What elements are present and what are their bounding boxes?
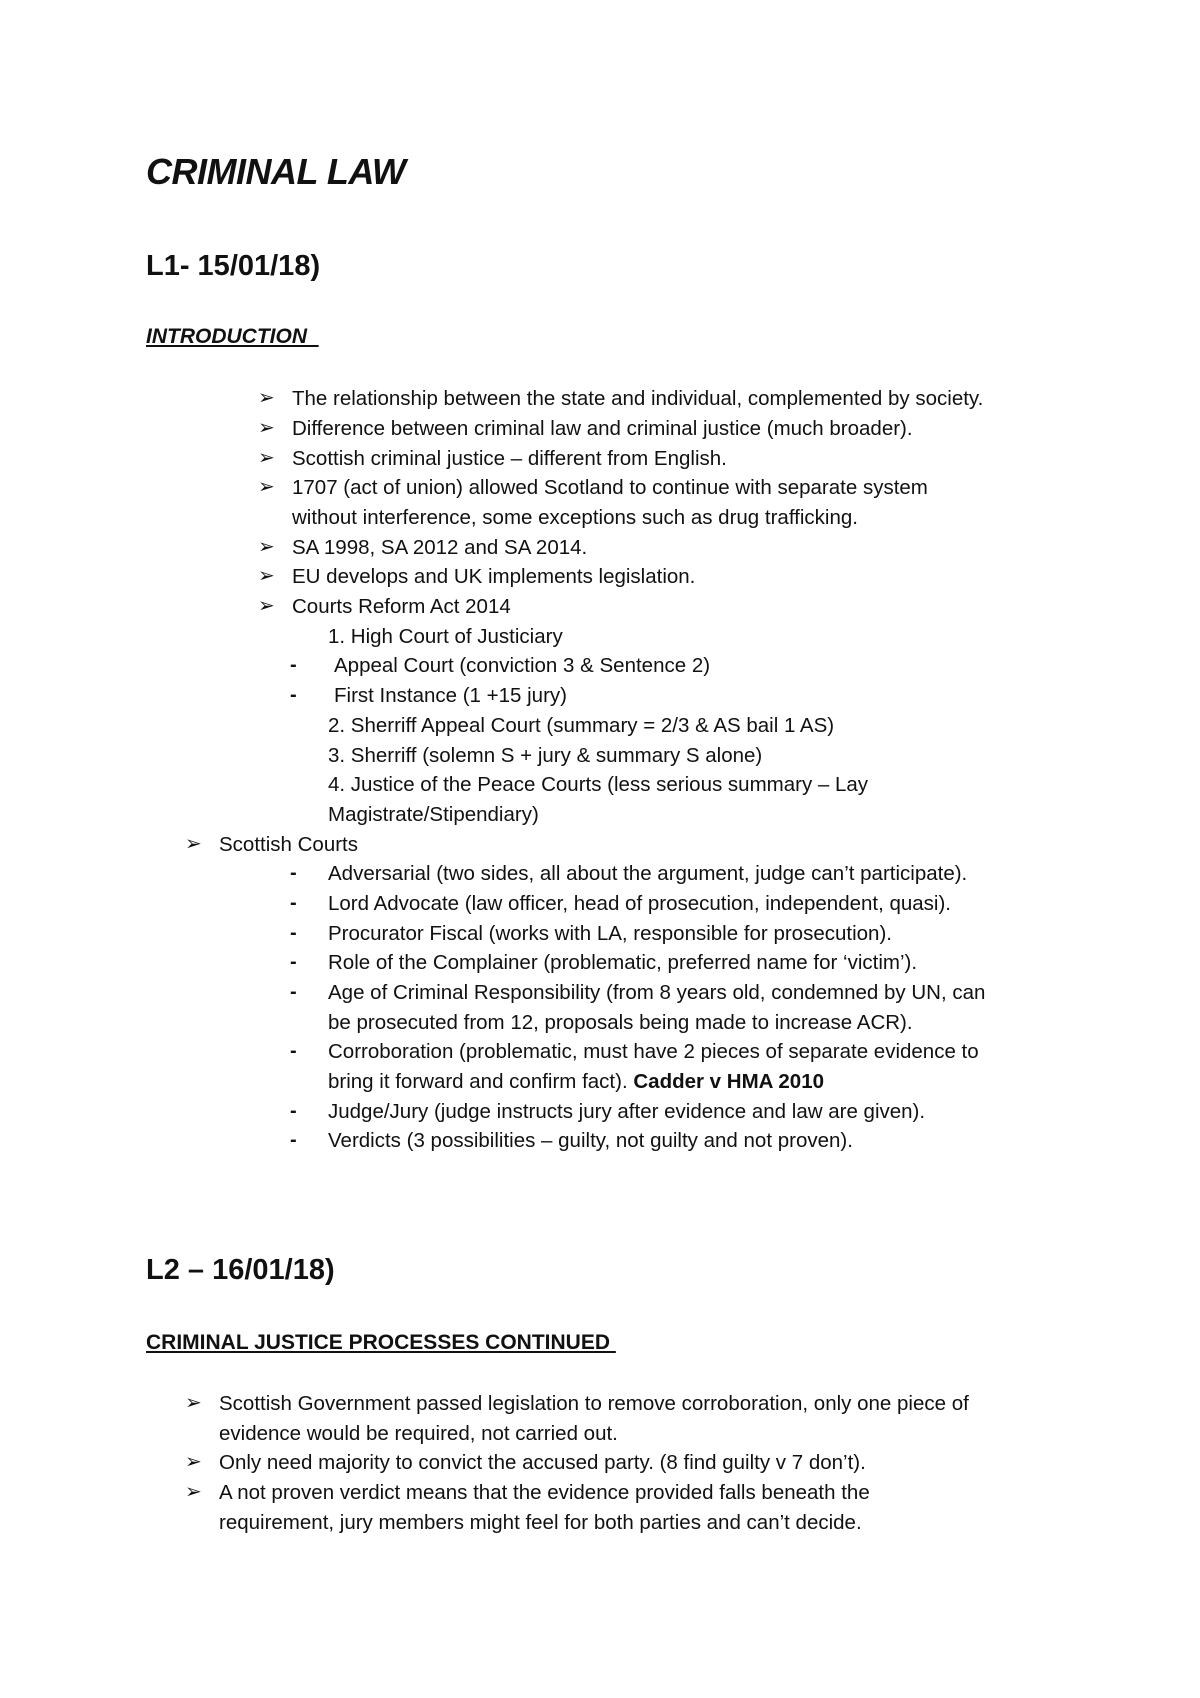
list-item [185, 830, 358, 860]
list-item-text: A not proven verdict means that the evidence provided falls beneath the [219, 1481, 870, 1504]
list-item [185, 1478, 870, 1537]
scottish-courts-item [290, 889, 952, 919]
list-item [185, 1448, 866, 1478]
list-item-text: The relationship between the state and individual, complemented by society. [292, 387, 984, 410]
document-title: CRIMINAL LAW [146, 151, 406, 192]
lecture-1-section-heading: INTRODUCTION [146, 325, 307, 348]
scottish-courts-item [290, 948, 918, 978]
dash-bullet-icon: - [290, 1100, 297, 1122]
list-item-text: be prosecuted from 12, proposals being made to increase ACR). [328, 1010, 913, 1034]
list-item-text: Difference between criminal law and criminal justice (much broader). [292, 417, 913, 440]
list-item-text: Adversarial (two sides, all about the argument, judge can’t participate). [328, 862, 968, 885]
arrow-bullet-icon: ➢ [258, 565, 275, 587]
dash-bullet-icon: - [290, 1129, 297, 1151]
list-item-text: evidence would be required, not carried out. [219, 1421, 618, 1445]
list-item-text: EU develops and UK implements legislation. [292, 565, 696, 588]
dash-bullet-icon: - [290, 862, 297, 884]
list-item [185, 1389, 969, 1448]
court-sub-item [290, 651, 711, 681]
list-item-text: Courts Reform Act 2014 [292, 595, 511, 618]
list-item-text: Corroboration (problematic, must have 2 pieces of separate evidence to [328, 1040, 979, 1063]
scottish-courts-item [290, 919, 892, 949]
lecture-1-heading: L1- 15/01/18) [146, 250, 321, 282]
court-item-text: Magistrate/Stipendiary) [328, 802, 539, 826]
list-item [258, 592, 511, 622]
list-item-text: Scottish Courts [219, 833, 358, 856]
arrow-bullet-icon: ➢ [258, 536, 275, 558]
arrow-bullet-icon: ➢ [258, 476, 275, 498]
court-item [328, 770, 868, 829]
list-item-text: Age of Criminal Responsibility (from 8 years old, condemned by UN, can [328, 981, 986, 1004]
arrow-bullet-icon: ➢ [258, 417, 275, 439]
scottish-courts-item [290, 859, 968, 889]
arrow-bullet-icon: ➢ [258, 595, 275, 617]
case-citation: Cadder v HMA 2010 [633, 1069, 825, 1093]
list-item-text: Scottish criminal justice – different from English. [292, 447, 727, 470]
lecture-2-heading: L2 – 16/01/18) [146, 1254, 335, 1286]
arrow-bullet-icon: ➢ [258, 447, 275, 469]
list-item-text: Verdicts (3 possibilities – guilty, not guilty and not proven). [328, 1129, 853, 1152]
list-item-text: without interference, some exceptions such as drug trafficking. [292, 505, 858, 529]
dash-bullet-icon: - [290, 922, 297, 944]
court-item-text: 4. Justice of the Peace Courts (less serious summary – Lay [328, 773, 869, 796]
list-item [258, 473, 928, 532]
lecture-2-section-heading: CRIMINAL JUSTICE PROCESSES CONTINUED [146, 1331, 610, 1354]
list-item-text: bring it forward and confirm fact). [328, 1069, 628, 1093]
court-sub-item [290, 681, 567, 711]
dash-bullet-icon: - [290, 684, 297, 706]
list-item-text: Role of the Complainer (problematic, preferred name for ‘victim’). [328, 951, 918, 974]
dash-bullet-icon: - [290, 1040, 297, 1062]
list-item-text: Lord Advocate (law officer, head of prosecution, independent, quasi). [328, 892, 952, 915]
list-item-text: SA 1998, SA 2012 and SA 2014. [292, 536, 588, 559]
arrow-bullet-icon: ➢ [185, 1481, 202, 1503]
court-item-text: Appeal Court (conviction 3 & Sentence 2) [334, 654, 711, 677]
arrow-bullet-icon: ➢ [185, 833, 202, 855]
court-item [328, 741, 762, 771]
dash-bullet-icon: - [290, 981, 297, 1003]
list-item-text: Procurator Fiscal (works with LA, responsible for prosecution). [328, 922, 892, 945]
arrow-bullet-icon: ➢ [185, 1451, 202, 1473]
court-item [328, 622, 563, 652]
court-item [328, 711, 834, 741]
list-item-text: Judge/Jury (judge instructs jury after evidence and law are given). [328, 1100, 926, 1123]
list-item-text: Only need majority to convict the accused party. (8 find guilty v 7 don’t). [219, 1451, 866, 1474]
dash-bullet-icon: - [290, 892, 297, 914]
list-item [258, 384, 984, 414]
scottish-courts-item [290, 1037, 979, 1096]
scottish-courts-item [290, 1126, 853, 1156]
arrow-bullet-icon: ➢ [258, 387, 275, 409]
list-item [258, 414, 913, 444]
list-item [258, 562, 696, 592]
list-item-text: Scottish Government passed legislation to remove corroboration, only one piece of [219, 1392, 969, 1415]
court-item-text: First Instance (1 +15 jury) [334, 684, 567, 707]
scottish-courts-item [290, 1097, 926, 1127]
list-item [258, 444, 727, 474]
list-item-text: 1707 (act of union) allowed Scotland to continue with separate system [292, 476, 928, 499]
scottish-courts-item [290, 978, 986, 1037]
court-item-text: 1. High Court of Justiciary [328, 625, 563, 648]
court-item-text: 3. Sherriff (solemn S + jury & summary S alone) [328, 744, 763, 767]
court-item-text: 2. Sherriff Appeal Court (summary = 2/3 & AS bail 1 AS) [328, 714, 835, 737]
list-item-text: requirement, jury members might feel for both parties and can’t decide. [219, 1510, 862, 1534]
arrow-bullet-icon: ➢ [185, 1392, 202, 1414]
list-item [258, 533, 588, 563]
dash-bullet-icon: - [290, 654, 297, 676]
dash-bullet-icon: - [290, 951, 297, 973]
